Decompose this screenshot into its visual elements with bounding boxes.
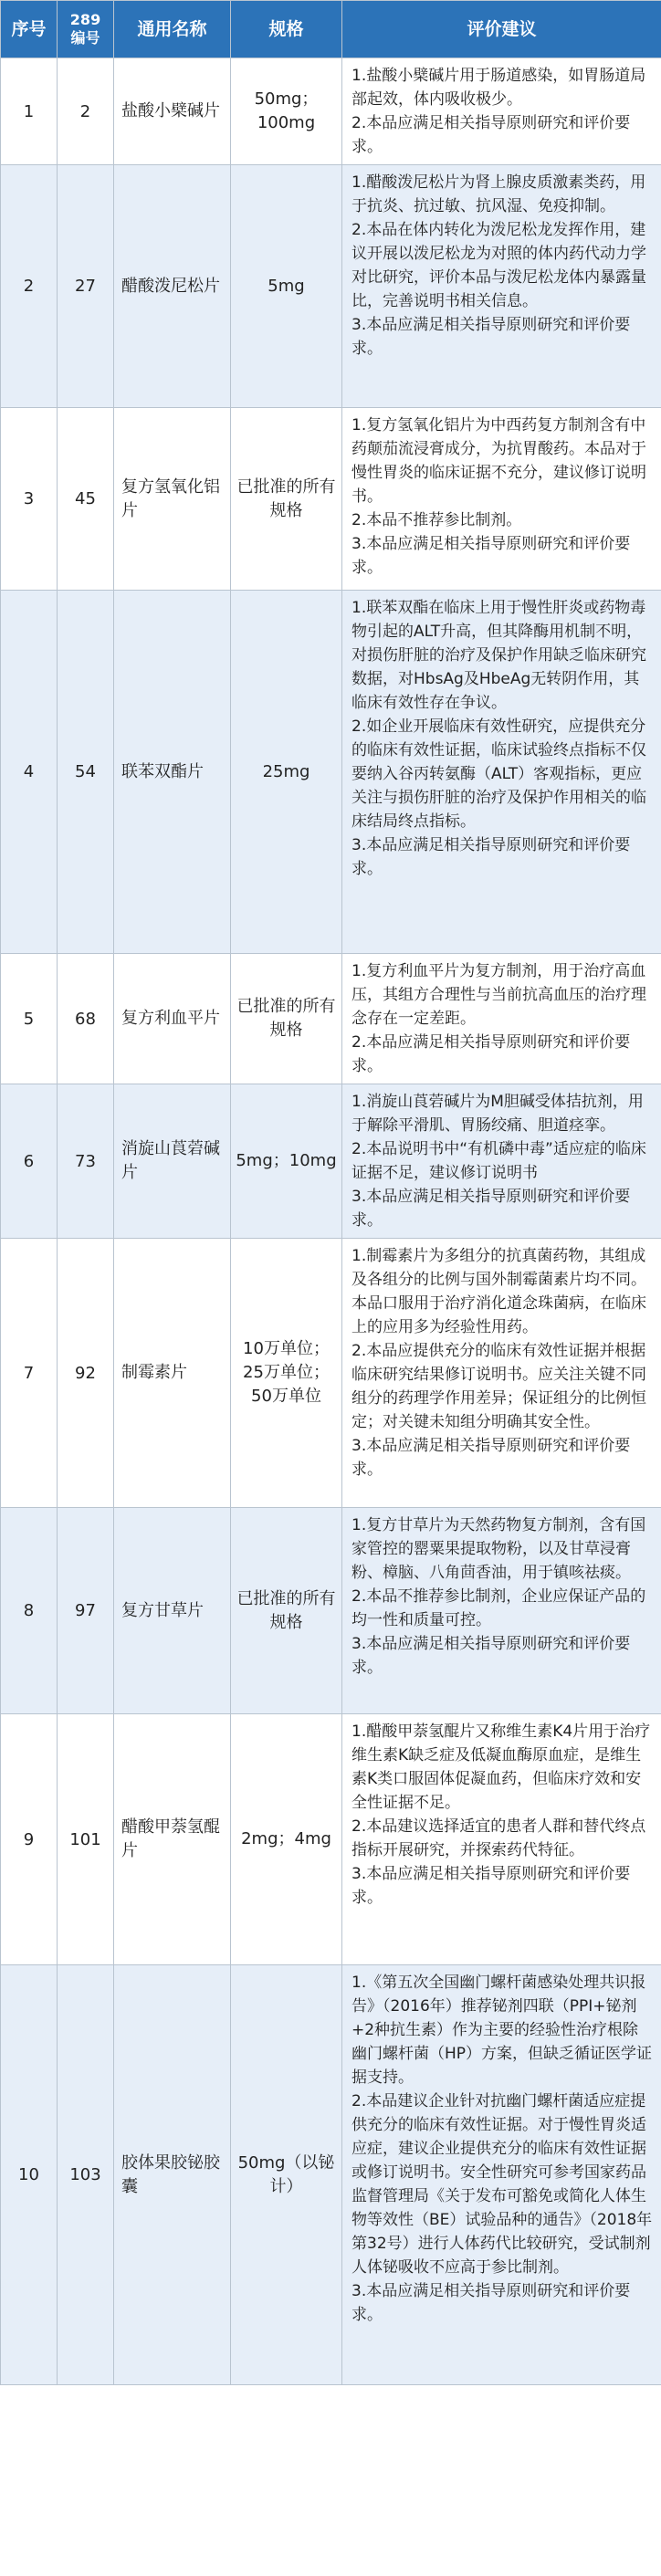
cell-name: 胶体果胶铋胶囊 — [114, 1965, 231, 2385]
cell-eval — [342, 1965, 661, 2385]
cell-seq: 6 — [1, 1084, 58, 1239]
eval-line: 1.醋酸泼尼松片为肾上腺皮质激素类药，用于抗炎、抗过敏、抗风湿、免疫抑制。 — [351, 173, 646, 215]
cell-eval — [342, 165, 661, 408]
cell-code: 97 — [58, 1508, 114, 1714]
cell-spec: 2mg；4mg — [231, 1714, 342, 1965]
table-row — [1, 1239, 661, 1508]
table-row — [1, 1084, 661, 1239]
header-spec: 规格 — [231, 1, 342, 58]
eval-line: 3.本品应满足相关指导原则研究和评价要求。 — [351, 316, 631, 358]
cell-spec: 已批准的所有规格 — [231, 408, 342, 591]
cell-name: 醋酸甲萘氢醌片 — [114, 1714, 231, 1965]
cell-seq: 10 — [1, 1965, 58, 2385]
header-code-line1: 289 — [69, 11, 101, 28]
cell-eval — [342, 1508, 661, 1714]
eval-line: 2.本品建议选择适宜的患者人群和替代终点指标开展研究，并探索药代特征。 — [351, 1817, 646, 1859]
cell-spec: 已批准的所有规格 — [231, 954, 342, 1084]
eval-line: 2.本品不推荐参比制剂。 — [351, 511, 522, 529]
cell-seq: 3 — [1, 408, 58, 591]
cell-code: 27 — [58, 165, 114, 408]
table-row — [1, 165, 661, 408]
eval-line: 1.制霉素片为多组分的抗真菌药物，其组成及各组分的比例与国外制霉菌素片均不同。本品口服用于治疗消化道念珠菌病，在临床上的应用多为经验性用药。 — [351, 1247, 646, 1336]
eval-line: 1.联苯双酯在临床上用于慢性肝炎或药物毒物引起的ALT升高，但其降酶用机制不明，对损伤肝脏的治疗及保护作用缺乏临床研究数据，对HbsAg及HbeAg无转阴作用，其临床有效性存在争议。 — [351, 599, 646, 712]
eval-line: 2.本品不推荐参比制剂，企业应保证产品的均一性和质量可控。 — [351, 1587, 646, 1629]
eval-line: 1.盐酸小檗碱片用于肠道感染，如胃肠道局部起效，体内吸收极少。 — [351, 67, 646, 109]
eval-line: 2.本品应满足相关指导原则研究和评价要求。 — [351, 114, 631, 156]
table-row — [1, 408, 661, 591]
cell-code: 54 — [58, 591, 114, 954]
table-body — [1, 58, 661, 2385]
cell-name: 复方利血平片 — [114, 954, 231, 1084]
eval-line: 2.如企业开展临床有效性研究，应提供充分的临床有效性证据，临床试验终点指标不仅要纳入谷丙转氨酶（ALT）客观指标，更应关注与损伤肝脏的治疗及保护作用相关的临床结局终点指标。 — [351, 717, 646, 831]
table-row — [1, 591, 661, 954]
cell-eval — [342, 408, 661, 591]
cell-code: 101 — [58, 1714, 114, 1965]
cell-seq: 7 — [1, 1239, 58, 1508]
cell-name: 联苯双酯片 — [114, 591, 231, 954]
cell-spec: 50mg；100mg — [231, 58, 342, 165]
cell-spec: 50mg（以铋计） — [231, 1965, 342, 2385]
header-code — [58, 1, 114, 58]
eval-line: 2.本品应满足相关指导原则研究和评价要求。 — [351, 1033, 631, 1075]
cell-seq: 4 — [1, 591, 58, 954]
cell-name: 醋酸泼尼松片 — [114, 165, 231, 408]
cell-eval — [342, 1084, 661, 1239]
cell-name: 盐酸小檗碱片 — [114, 58, 231, 165]
table-row — [1, 954, 661, 1084]
cell-code: 92 — [58, 1239, 114, 1508]
eval-line: 3.本品应满足相关指导原则研究和评价要求。 — [351, 535, 631, 577]
cell-code: 45 — [58, 408, 114, 591]
eval-line: 3.本品应满足相关指导原则研究和评价要求。 — [351, 836, 631, 878]
eval-line: 1.复方甘草片为天然药物复方制剂，含有国家管控的罂粟果提取物粉，以及甘草浸膏粉、樟脑、八角茴香油，用于镇咳祛痰。 — [351, 1516, 646, 1582]
header-code-line2: 编号 — [70, 29, 100, 47]
eval-line: 3.本品应满足相关指导原则研究和评价要求。 — [351, 2282, 631, 2324]
cell-spec: 10万单位；25万单位；50万单位 — [231, 1239, 342, 1508]
cell-spec: 25mg — [231, 591, 342, 954]
eval-line: 3.本品应满足相关指导原则研究和评价要求。 — [351, 1865, 631, 1907]
cell-seq: 9 — [1, 1714, 58, 1965]
cell-seq: 2 — [1, 165, 58, 408]
header-name: 通用名称 — [114, 1, 231, 58]
cell-eval — [342, 1239, 661, 1508]
table-row — [1, 58, 661, 165]
cell-code: 2 — [58, 58, 114, 165]
table-header-row — [1, 1, 661, 58]
eval-line: 3.本品应满足相关指导原则研究和评价要求。 — [351, 1188, 631, 1230]
eval-line: 2.本品建议企业针对抗幽门螺杆菌适应症提供充分的临床有效性证据。对于慢性胃炎适应症，建议企业提供充分的临床有效性证据或修订说明书。安全性研究可参考国家药品监督管理局《关于发布可豁免或简化人体生物等效性（BE）试验品种的通告》（2018年第32号）进行人体药代比较研究，受试制剂人体铋吸收不应高于参比制剂。 — [351, 2092, 653, 2277]
cell-name: 复方甘草片 — [114, 1508, 231, 1714]
cell-seq: 8 — [1, 1508, 58, 1714]
cell-name: 制霉素片 — [114, 1239, 231, 1508]
eval-line: 1.《第五次全国幽门螺杆菌感染处理共识报告》（2016年）推荐铋剂四联（PPI+铋剂+2种抗生素）作为主要的经验性治疗根除幽门螺杆菌（HP）方案，但缺乏循证医学证据支持。 — [351, 1974, 653, 2087]
cell-spec: 已批准的所有规格 — [231, 1508, 342, 1714]
eval-line: 1.消旋山莨菪碱片为M胆碱受体拮抗剂，用于解除平滑肌、胃肠绞痛、胆道痉挛。 — [351, 1093, 644, 1135]
table-row — [1, 1508, 661, 1714]
cell-name: 复方氢氧化铝片 — [114, 408, 231, 591]
eval-line: 2.本品说明书中“有机磷中毒”适应症的临床证据不足，建议修订说明书 — [351, 1140, 646, 1182]
table-row — [1, 1714, 661, 1965]
cell-eval — [342, 58, 661, 165]
cell-seq: 1 — [1, 58, 58, 165]
cell-eval — [342, 591, 661, 954]
table-row — [1, 1965, 661, 2385]
cell-eval — [342, 1714, 661, 1965]
cell-code: 73 — [58, 1084, 114, 1239]
header-eval: 评价建议 — [342, 1, 661, 58]
eval-line: 2.本品应提供充分的临床有效性证据并根据临床研究结果修订说明书。应关注关键不同组分的药理学作用差异；保证组分的比例恒定；对关键未知组分明确其安全性。 — [351, 1342, 646, 1431]
eval-line: 3.本品应满足相关指导原则研究和评价要求。 — [351, 1437, 631, 1479]
eval-line: 3.本品应满足相关指导原则研究和评价要求。 — [351, 1635, 631, 1677]
eval-line: 1.醋酸甲萘氢醌片又称维生素K4片用于治疗维生素K缺乏症及低凝血酶原血症，是维生素K类口服固体促凝血药，但临床疗效和安全性证据不足。 — [351, 1723, 651, 1812]
cell-code: 68 — [58, 954, 114, 1084]
cell-name: 消旋山莨菪碱片 — [114, 1084, 231, 1239]
cell-spec: 5mg — [231, 165, 342, 408]
header-seq: 序号 — [1, 1, 58, 58]
eval-line: 1.复方氢氧化铝片为中西药复方制剂含有中药颠茄流浸膏成分，为抗胃酸药。本品对于慢性胃炎的临床证据不充分，建议修订说明书。 — [351, 416, 646, 506]
cell-seq: 5 — [1, 954, 58, 1084]
cell-spec: 5mg；10mg — [231, 1084, 342, 1239]
eval-line: 1.复方利血平片为复方制剂，用于治疗高血压，其组方合理性与当前抗高血压的治疗理念存在一定差距。 — [351, 962, 646, 1028]
cell-eval — [342, 954, 661, 1084]
eval-line: 2.本品在体内转化为泼尼松龙发挥作用，建议开展以泼尼松龙为对照的体内药代动力学对比研究，评价本品与泼尼松龙体内暴露量比，完善说明书相关信息。 — [351, 221, 646, 310]
cell-code: 103 — [58, 1965, 114, 2385]
